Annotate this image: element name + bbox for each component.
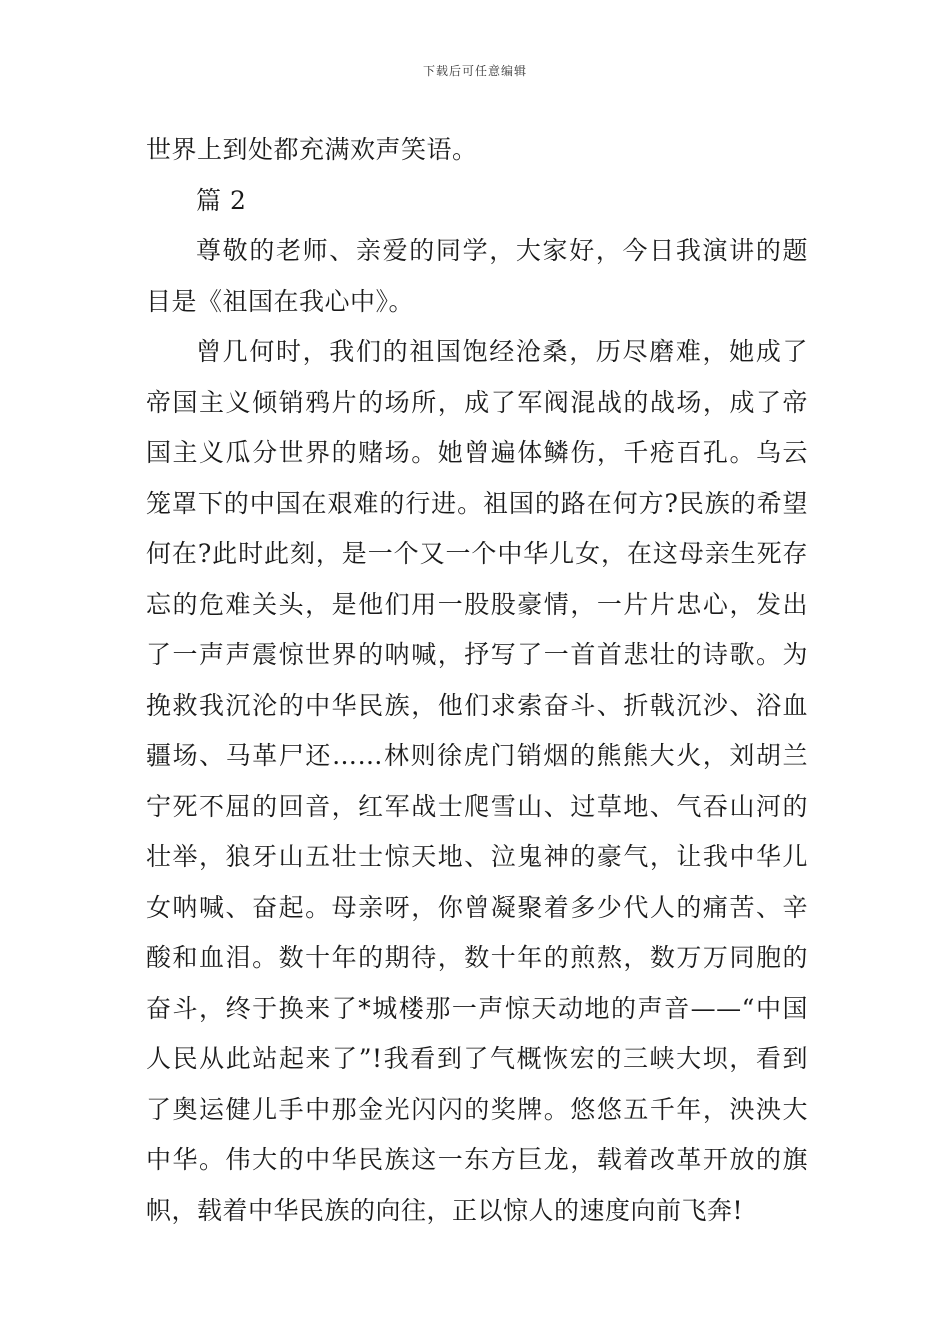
text-line: 中华。伟大的中华民族这一东方巨龙，载着改革开放的旗 [146, 1145, 808, 1174]
text-line: 目是《祖国在我心中》。 [146, 286, 415, 316]
header-note: 下载后可任意编辑 [422, 64, 527, 78]
text-line: 世界上到处都充满欢声笑语。 [146, 135, 478, 164]
text-line: 壮举，狼牙山五壮士惊天地、泣鬼神的豪气，让我中华儿 [146, 842, 808, 871]
text-line: 了奥运健儿手中那金光闪闪的奖牌。悠悠五千年，泱泱大 [146, 1094, 808, 1124]
text-line: 尊敬的老师、亲爱的同学，大家好，今日我演讲的题 [196, 236, 808, 265]
text-line: 笼罩下的中国在艰难的行进。祖国的路在何方?民族的希望 [146, 488, 808, 518]
text-line: 女呐喊、奋起。母亲呀，你曾凝聚着多少代人的痛苦、辛 [146, 892, 808, 922]
text-line: 疆场、马革尸还……林则徐虎门销烟的熊熊大火，刘胡兰 [146, 741, 808, 770]
text-line: 忘的危难关头，是他们用一股股豪情，一片片忠心，发出 [146, 589, 808, 619]
text-line: 奋斗，终于换来了*城楼那一声惊天动地的声音——“中国 [146, 993, 808, 1023]
text-line: 帜，载着中华民族的向往，正以惊人的速度向前飞奔! [146, 1195, 744, 1225]
text-line: 何在?此时此刻，是一个又一个中华儿女，在这母亲生死存 [146, 539, 808, 568]
text-line: 了一声声震惊世界的呐喊，抒写了一首首悲壮的诗歌。为 [146, 640, 808, 669]
text-line: 酸和血泪。数十年的期待，数十年的煎熬，数万万同胞的 [146, 943, 808, 972]
text-line: 挽救我沉沦的中华民族，他们求索奋斗、折戟沉沙、浴血 [146, 690, 808, 720]
text-line: 人民从此站起来了”!我看到了气概恢宏的三峡大坝，看到 [146, 1044, 808, 1073]
text-line: 国主义瓜分世界的赌场。她曾遍体鳞伤，千疮百孔。乌云 [146, 438, 808, 467]
document-body [146, 125, 808, 1236]
text-line: 曾几何时，我们的祖国饱经沧桑，历尽磨难，她成了 [196, 337, 808, 366]
text-line: 帝国主义倾销鸦片的场所，成了军阀混战的战场，成了帝 [146, 387, 808, 417]
section-heading: 篇 2 [196, 185, 247, 215]
text-line: 宁死不屈的回音，红军战士爬雪山、过草地、气吞山河的 [146, 791, 808, 821]
